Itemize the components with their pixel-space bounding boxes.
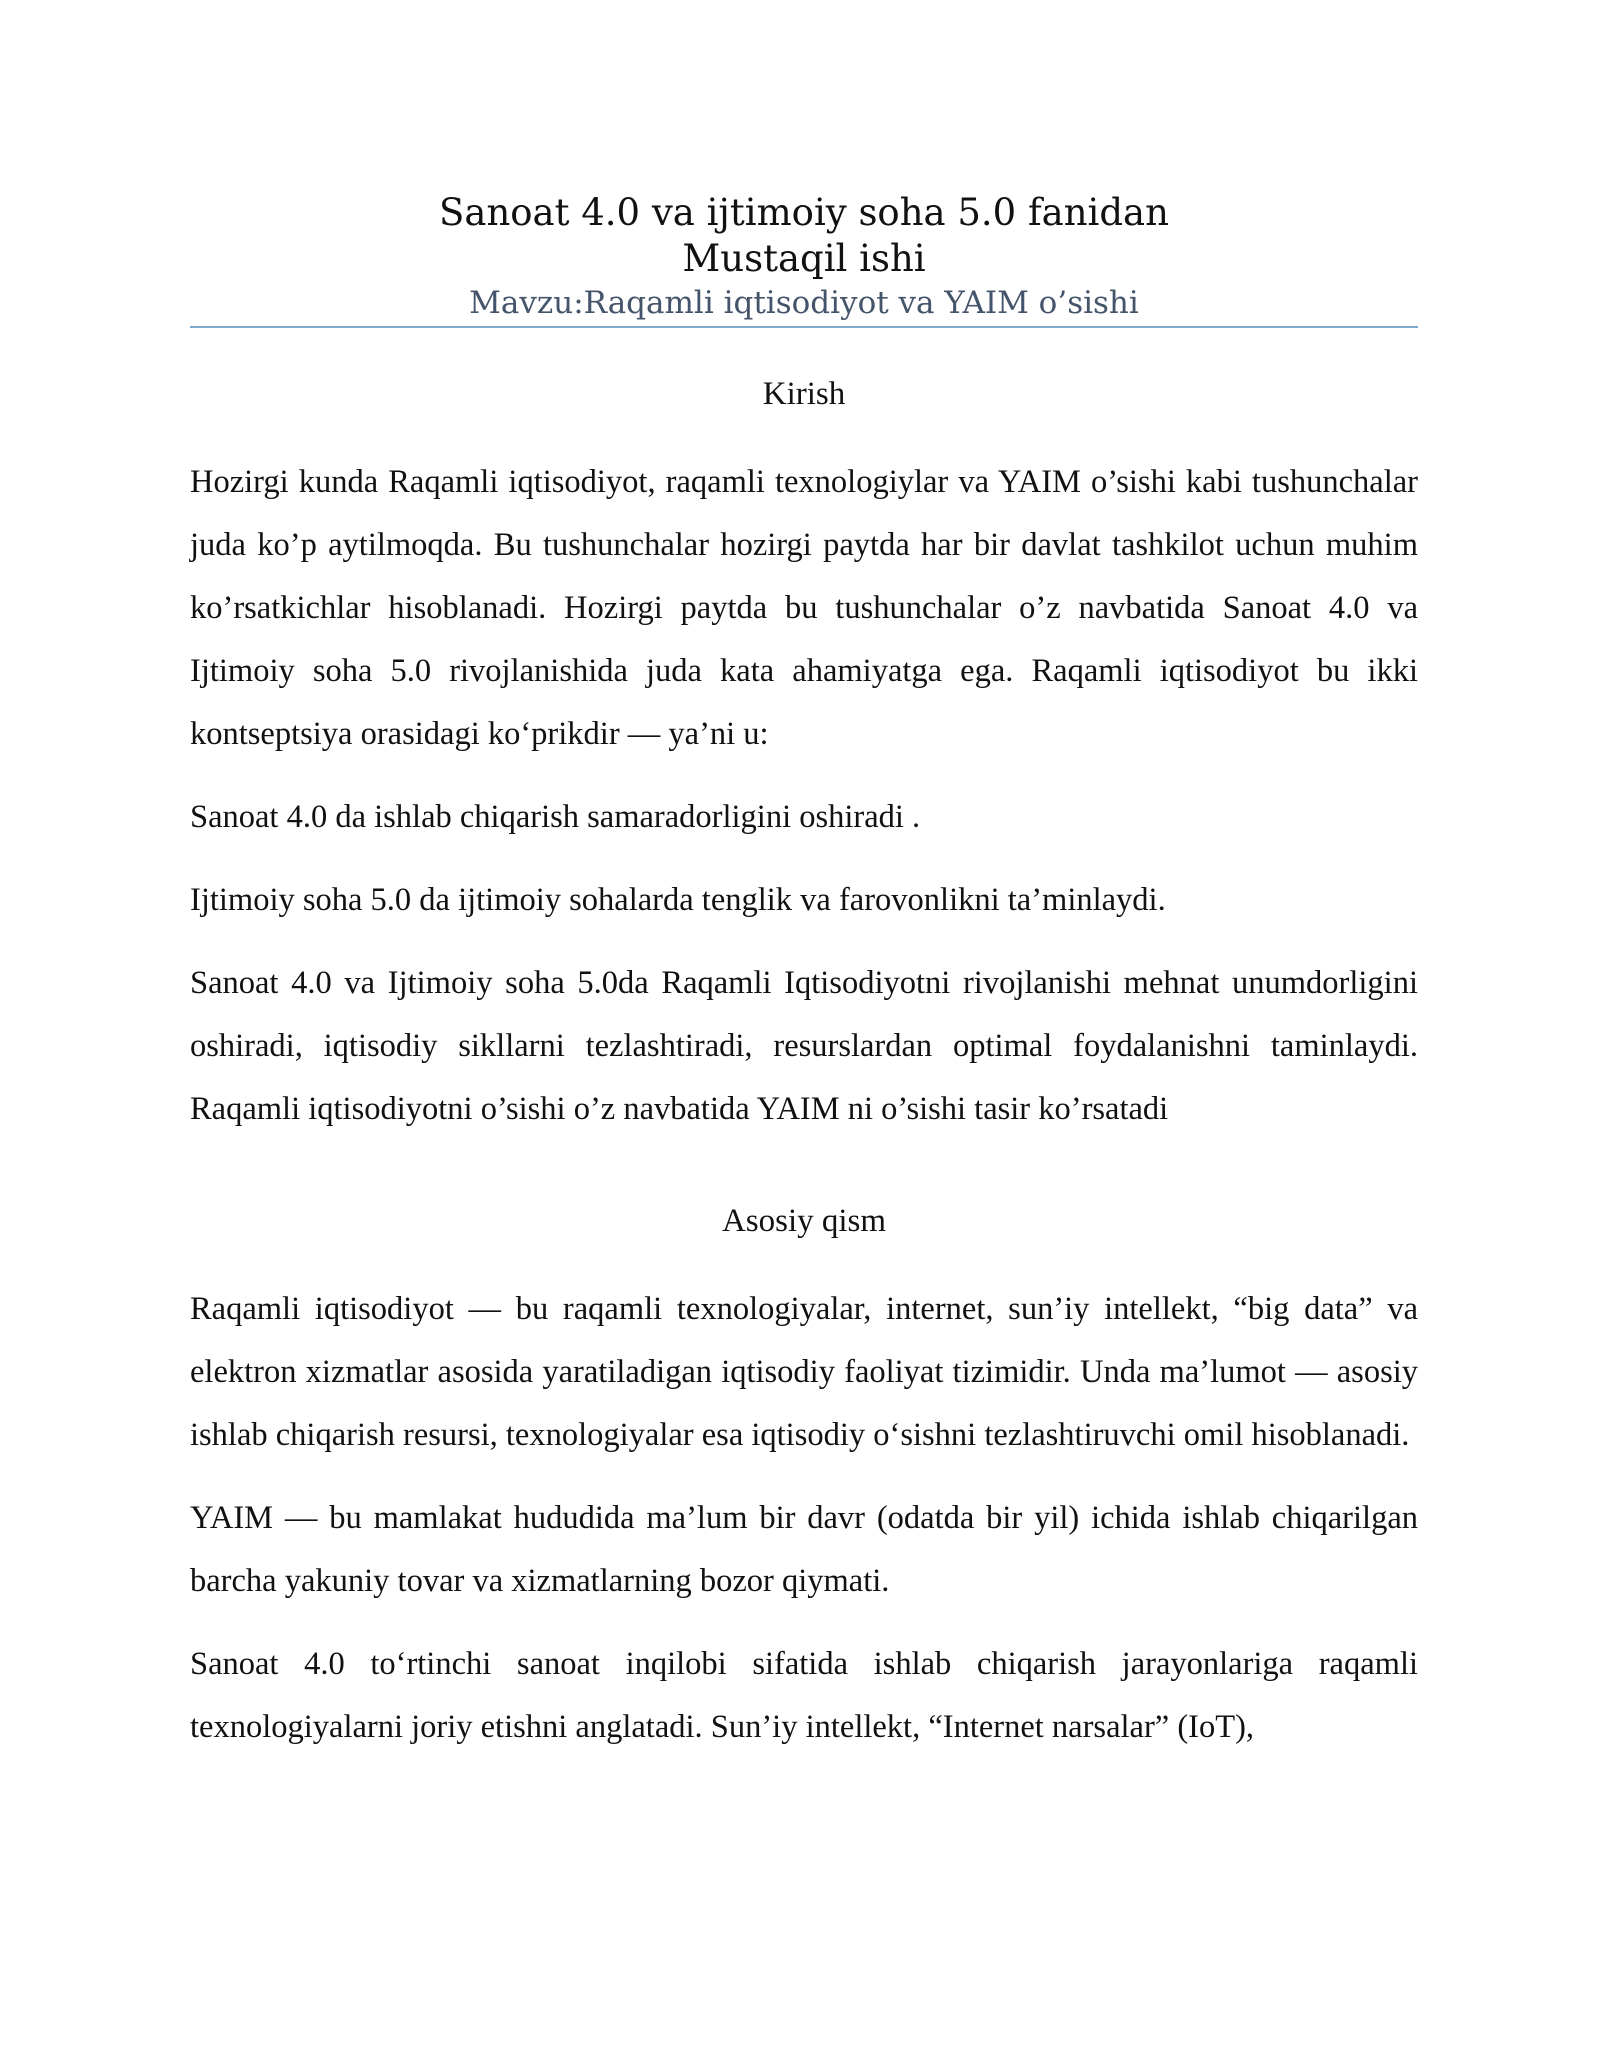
title-divider	[190, 326, 1418, 328]
section-heading-intro: Kirish	[762, 376, 846, 412]
intro-paragraph: Ijtimoiy soha 5.0 da ijtimoiy sohalarda tenglik va farovonlikni ta’minlaydi.	[190, 882, 1166, 918]
main-paragraph: Raqamli iqtisodiyot — bu raqamli texnologiyalar, internet, sun’iy intellekt, “big data” va elektron xizmatlar asosida yaratiladigan iqtisodiy faoliyat tizimidir. Unda ma’lumot — asosiy ishlab chiqarish resursi, texnologiyalar esa iqtisodiy o‘sishni tezlashtiruvchi omil hisoblanadi.	[190, 1291, 1418, 1453]
intro-paragraph: Sanoat 4.0 da ishlab chiqarish samaradorligini oshiradi .	[190, 799, 921, 835]
main-paragraph: YAIM — bu mamlakat hududida ma’lum bir davr (odatda bir yil) ichida ishlab chiqarilgan barcha yakuniy tovar va xizmatlarning bozor qiymati.	[190, 1500, 1418, 1599]
intro-paragraph: Sanoat 4.0 va Ijtimoiy soha 5.0da Raqamli Iqtisodiyotni rivojlanishi mehnat unumdorligini oshiradi, iqtisodiy sikllarni tezlashtiradi, resurslardan optimal foydalanishni taminlaydi. Raqamli iqtisodiyotni o’sishi o’z navbatida YAIM ni o’sishi tasir ko’rsatadi	[190, 965, 1418, 1127]
document-title: Sanoat 4.0 va ijtimoiy soha 5.0 fanidan	[439, 191, 1169, 234]
intro-paragraph: Hozirgi kunda Raqamli iqtisodiyot, raqamli texnologiylar va YAIM o’sishi kabi tushunchalar juda ko’p aytilmoqda. Bu tushunchalar hozirgi paytda har bir davlat tashkilot uchun muhim ko’rsatkichlar hisoblanadi. Hozirgi paytda bu tushunchalar o’z navbatida Sanoat 4.0 va Ijtimoiy soha 5.0 rivojlanishida juda kata ahamiyatga ega. Raqamli iqtisodiyot bu ikki kontseptsiya orasidagi ko‘prikdir — ya’ni u:	[190, 464, 1418, 752]
page-content	[190, 190, 1418, 1759]
document-subject: Mavzu:Raqamli iqtisodiyot va YAIM o’sishi	[469, 285, 1139, 321]
main-paragraph: Sanoat 4.0 to‘rtinchi sanoat inqilobi sifatida ishlab chiqarish jarayonlariga raqamli texnologiyalarni joriy etishni anglatadi. Sun’iy intellekt, “Internet narsalar” (IoT),	[190, 1646, 1418, 1745]
document-subtitle: Mustaqil ishi	[682, 237, 926, 280]
section-heading-main: Asosiy qism	[721, 1203, 887, 1239]
